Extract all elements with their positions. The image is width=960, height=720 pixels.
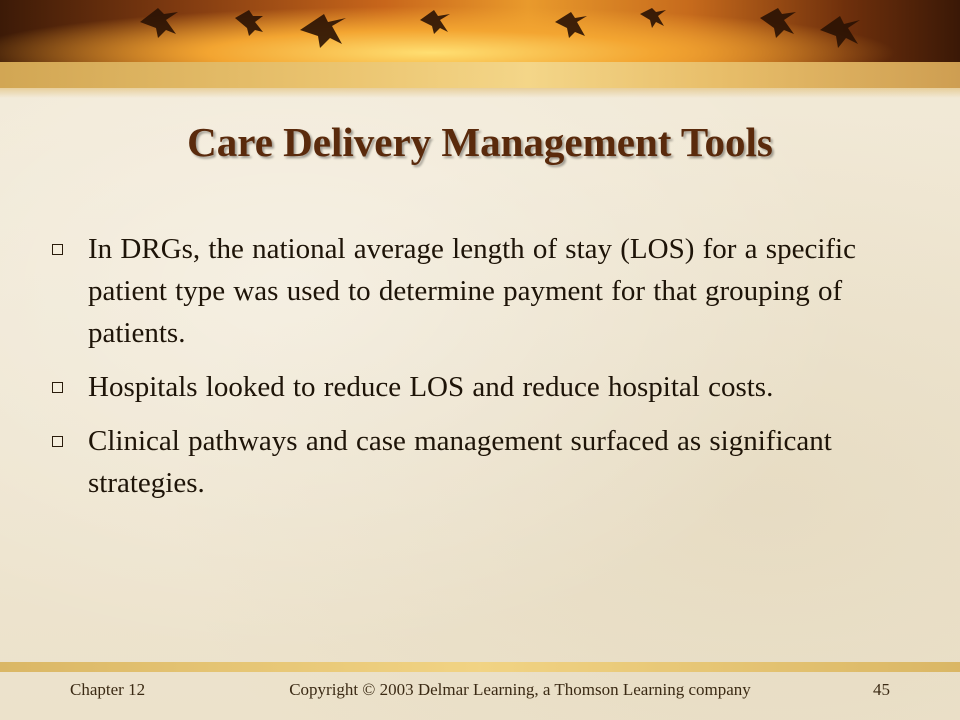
footer-gold-line xyxy=(0,662,960,672)
bullet-item xyxy=(52,366,892,408)
gold-band xyxy=(0,62,960,88)
bullet-text: Clinical pathways and case management surfaced as significant strategies. xyxy=(88,425,832,499)
bullet-text: Hospitals looked to reduce LOS and reduce hospital costs. xyxy=(88,371,774,403)
bullet-item xyxy=(52,420,892,504)
slide-title: Care Delivery Management Tools xyxy=(187,119,773,165)
sunset-geese-banner xyxy=(0,0,960,62)
bullet-text: In DRGs, the national average length of stay (LOS) for a specific patient type was used to determine payment for that grouping of patients. xyxy=(88,233,856,349)
footer-chapter: Chapter 12 xyxy=(70,680,146,699)
bullet-item xyxy=(52,228,892,354)
footer-page-number: 45 xyxy=(873,680,890,699)
square-bullet-icon xyxy=(52,436,63,447)
square-bullet-icon xyxy=(52,382,63,393)
geese-silhouettes-icon xyxy=(0,0,960,62)
band-fade xyxy=(0,88,960,98)
footer-copyright: Copyright © 2003 Delmar Learning, a Thomson Learning company xyxy=(289,680,751,699)
bullet-list xyxy=(52,228,892,516)
square-bullet-icon xyxy=(52,244,63,255)
